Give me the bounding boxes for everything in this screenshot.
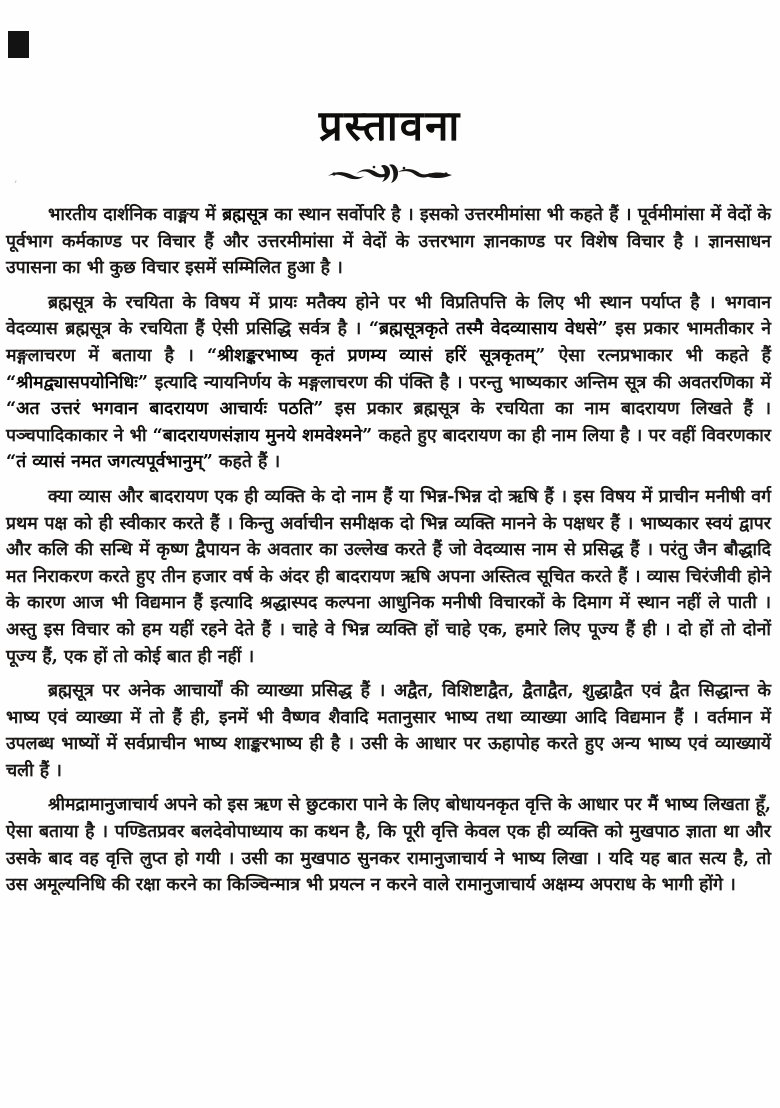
quoted-sanskrit-text: “अत उत्तरं भगवान बादरायण आचार्यः पठति” — [6, 398, 324, 420]
page-title: प्रस्तावना — [318, 101, 462, 150]
scan-artifact-mark — [8, 31, 29, 58]
body-run: ऐसा रत्नप्रभाकार भी कहते हैं — [545, 344, 771, 366]
body-text — [6, 202, 771, 899]
paragraph — [6, 484, 771, 670]
body-run: क्या व्यास और बादरायण एक ही व्यक्ति के दो नाम हैं या भिन्न-भिन्न दो ऋषि हैं । इस विषय में प्राचीन मनीषी वर्ग प्रथम पक्ष को ही स्वीकार करते हैं । किन्तु अर्वाचीन समीक्षक दो भिन्न व्यक्ति मानने के पक्षधर हैं । भाष्यकार स्वयं द्वापर और कलि की सन्धि में कृष्ण द्वैपायन के अवतार का उल्लेख करते हैं जो वेदव्यास नाम से प्रसिद्ध हैं । परंतु जैन बौद्धादि मत निराकरण करते हुए तीन हजार वर्ष के अंदर ही बादरायण ऋषि अपना अस्तित्व सूचित करते हैं । व्यास चिरंजीवी होने के कारण आज भी विद्यमान हैं इत्यादि श्रद्धास्पद कल्पना आधुनिक मनीषी विचारकों के दिमाग में स्थान नहीं ले पाती । अस्तु इस विचार को हम यहीं रहने देते हैं । चाहे वे भिन्न व्यक्ति हों चाहे एक, हमारे लिए पूज्य हैं ही । दो हों तो दोनों पूज्य हैं, एक हों तो कोई बात ही नहीं । — [6, 485, 771, 667]
quoted-sanskrit-text: “बादरायणसंज्ञाय मुनये शमवेश्मने” — [152, 424, 373, 446]
body-run: ब्रह्मसूत्र के रचयिता के विषय में प्रायः मतैक्य होने पर भी विप्रतिपत्ति के लिए भी स्थान पर्याप्त है । भगवान वेदव्यास ब्रह्मसूत्र के रचयिता हैं ऐसी प्रसिद्धि सर्वत्र है । — [6, 291, 771, 340]
quoted-sanskrit-text: “तं व्यासं नमत जगत्यपूर्वभानुम्” — [6, 451, 213, 473]
body-run: इस प्रकार ब्रह्मसूत्र के रचयिता का नाम बादरायण लिखते हैं । पञ्चपादिकाकार ने भी — [6, 398, 771, 446]
paragraph — [6, 202, 771, 282]
paragraph — [6, 290, 771, 476]
paragraph — [6, 678, 771, 784]
quoted-sanskrit-text: ब्रह्मसूत्र — [222, 204, 268, 225]
paragraph — [6, 792, 771, 898]
body-run: इस प्रकार भामतीकार ने मङ्गलाचरण में बताया है । — [6, 318, 771, 366]
body-run: भारतीय दार्शनिक वाङ्मय में — [48, 204, 223, 225]
body-run: इत्यादि न्यायनिर्णय के मङ्गलाचरण की पंक्ति है । परन्तु भाष्यकार अन्तिम सूत्र की अवतरणिका में — [147, 371, 771, 393]
quoted-sanskrit-text: “श्रीमद्व्यासपयोनिधिः” — [6, 371, 148, 393]
body-run: कहते हुए बादरायण का ही नाम लिया है । पर वहीं विवरणकार — [372, 424, 771, 446]
body-run: श्रीमद्रामानुजाचार्य अपने को इस ऋण से छुटकारा पाने के लिए बोधायनकृत वृत्ति के आधार पर मैं भाष्य लिखता हूँ, ऐसा बताया है । पण्डितप्रवर बलदेवोपाध्याय का कथन है, कि पूरी वृत्ति केवल एक ही व्यक्ति को मुखपाठ ज्ञाता था और उसके बाद वह वृत्ति लुप्त हो गयी । उसी का मुखपाठ सुनकर रामानुजाचार्य ने भाष्य लिखा । यदि यह बात सत्य है, तो उस अमूल्यनिधि की रक्षा करने का किञ्चिन्मात्र भी प्रयत्न न करने वाले रामानुजाचार्य अक्षम्य अपराध के भागी होंगे । — [6, 794, 771, 896]
scan-artifact-speck: ’ — [14, 180, 18, 191]
flourish-ornament-icon — [326, 162, 454, 186]
body-run: का स्थान सर्वोपरि है । इसको उत्तरमीमांसा भी कहते हैं । पूर्वमीमांसा में वेदों के पूर्वभाग कर्मकाण्ड पर विचार हैं और उत्तरमीमांसा में वेदों के उत्तरभाग ज्ञानकाण्ड पर विशेष विचार है । ज्ञानसाधन उपासना का भी कुछ विचार इसमें सम्मिलित हुआ है । — [6, 204, 772, 279]
quoted-sanskrit-text: “श्रीशङ्करभाष्य कृतं प्रणम्य व्यासं हरिं सूत्रकृतम्” — [206, 344, 546, 366]
body-run: कहते हैं । — [212, 451, 281, 473]
quoted-sanskrit-text: “ब्रह्मसूत्रकृते तस्मै वेदव्यासाय वेधसे” — [368, 318, 608, 340]
body-run: ब्रह्मसूत्र पर अनेक आचार्यों की व्याख्या प्रसिद्ध हैं । अद्वैत, विशिष्टाद्वैत, द्वैताद्वैत, शुद्धाद्वैत एवं द्वैत सिद्धान्त के भाष्य एवं व्याख्या में तो हैं ही, इनमें भी वैष्णव शैवादि मतानुसार भाष्य तथा व्याख्या आदि विद्यमान हैं । वर्तमान में उपलब्ध भाष्यों में सर्वप्राचीन भाष्य शाङ्करभाष्य ही है । उसी के आधार पर ऊहापोह करते हुए अन्य भाष्य एवं व्याख्यायें चली हैं । — [6, 680, 771, 781]
